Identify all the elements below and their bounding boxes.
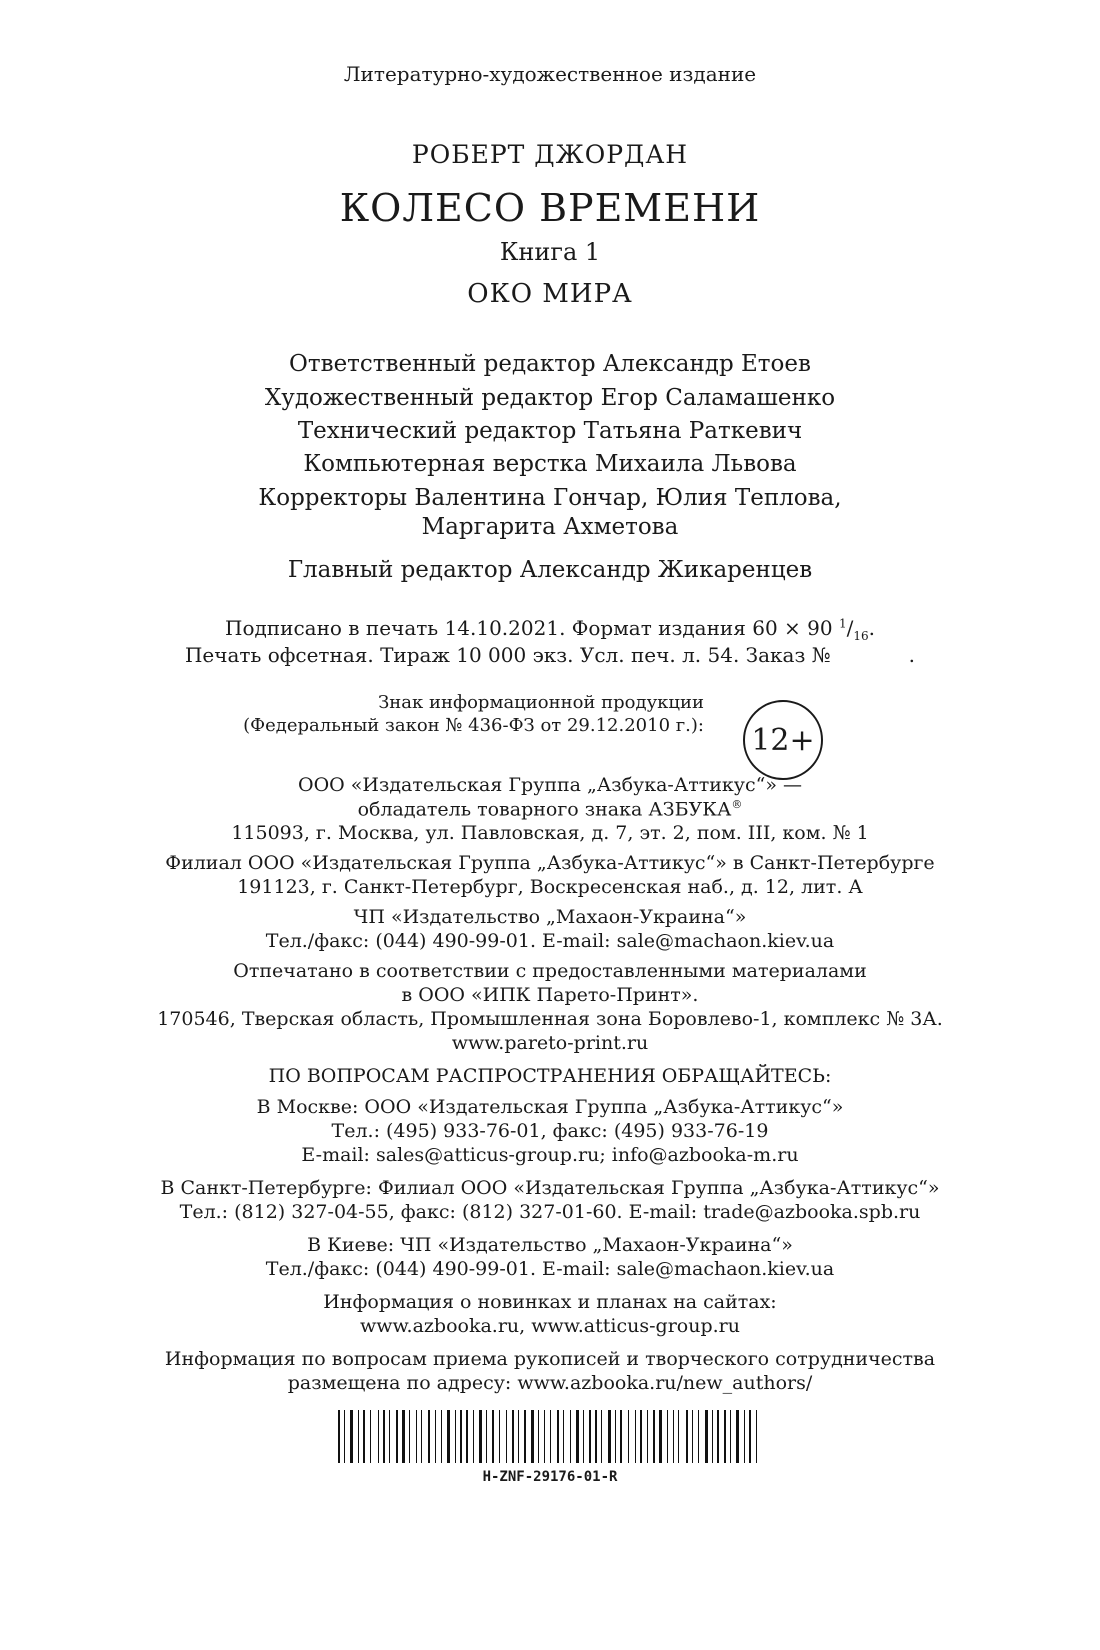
barcode-bar — [538, 1410, 539, 1463]
barcode-bar — [678, 1410, 679, 1463]
barcode-bar — [506, 1410, 507, 1463]
barcode-bar — [673, 1410, 674, 1463]
barcode-bar — [492, 1410, 494, 1463]
spb-contact: Тел.: (812) 327-04-55, факс: (812) 327-01-60. E-mail: trade@azbooka.spb.ru — [179, 1201, 921, 1223]
barcode-bar — [647, 1410, 648, 1463]
barcode-bar — [635, 1410, 636, 1463]
websites-list: www.azbooka.ru, www.atticus-group.ru — [360, 1315, 740, 1337]
publisher-address: 115093, г. Москва, ул. Павловская, д. 7, эт. 2, пом. III, ком. № 1 — [231, 822, 869, 844]
barcode-bar — [724, 1410, 726, 1463]
moscow-email: E-mail: sales@atticus-group.ru; info@azbooka-m.ru — [301, 1144, 799, 1166]
barcode-bar — [698, 1410, 699, 1463]
barcode-bar — [473, 1410, 474, 1463]
credit-line: Компьютерная верстка Михаила Львова — [303, 451, 797, 477]
barcode-bar — [563, 1410, 564, 1463]
kiev-contact: Тел./факс: (044) 490-99-01. E-mail: sale@machaon.kiev.ua — [265, 1258, 835, 1280]
barcode-bar — [350, 1410, 353, 1463]
printer-address: 170546, Тверская область, Промышленная зона Боровлево-1, комплекс № 3А. — [157, 1008, 943, 1030]
barcode-bar — [583, 1410, 584, 1463]
barcode-code: H-ZNF-29176-01-R — [482, 1469, 618, 1485]
moscow-phone: Тел.: (495) 933-76-01, факс: (495) 933-76-19 — [331, 1120, 769, 1142]
barcode-bar — [557, 1410, 559, 1463]
age-rating-law: (Федеральный закон № 436-ФЗ от 29.12.2010 г.): — [243, 715, 704, 736]
barcode-bar — [486, 1410, 487, 1463]
barcode-bar — [344, 1410, 345, 1463]
barcode-bar — [435, 1410, 436, 1463]
barcode-bar — [421, 1410, 422, 1463]
barcode-bar — [659, 1410, 662, 1463]
age-rating-label: Знак информационной продукции — [378, 692, 704, 713]
barcode-bar — [428, 1410, 430, 1463]
ukraine-line: ЧП «Издательство „Махаон-Украина“» — [353, 906, 747, 928]
manuscripts-address: размещена по адресу: www.azbooka.ru/new_authors/ — [287, 1372, 813, 1394]
barcode-bar — [705, 1410, 708, 1463]
barcode-bar — [601, 1410, 602, 1463]
age-rating-badge: 12+ — [743, 700, 823, 780]
publisher-line: ООО «Издательская Группа „Азбука-Аттикус“» — — [298, 774, 802, 796]
barcode-bar — [460, 1410, 462, 1463]
barcode-bar — [576, 1410, 579, 1463]
barcode-bar — [402, 1410, 405, 1463]
barcode-bar — [518, 1410, 519, 1463]
barcode-bar — [396, 1410, 398, 1463]
barcode-bar — [383, 1410, 385, 1463]
barcode-bar — [531, 1410, 534, 1463]
barcode-bar — [363, 1410, 365, 1463]
barcode-bar — [447, 1410, 450, 1463]
branch-line: Филиал ООО «Издательская Группа „Азбука-Аттикус“» в Санкт-Петербурге — [165, 852, 935, 874]
barcode-bar — [370, 1410, 371, 1463]
barcode-bar — [628, 1410, 629, 1463]
printer-line: Отпечатано в соответствии с предоставленными материалами — [233, 960, 867, 982]
barcode-bar — [389, 1410, 390, 1463]
barcode-bar — [653, 1410, 655, 1463]
barcode-bar — [749, 1410, 751, 1463]
barcode-bar — [455, 1410, 456, 1463]
edition-type: Литературно-художественное издание — [343, 62, 757, 86]
barcode-bar — [358, 1410, 359, 1463]
barcode-bar — [544, 1410, 545, 1463]
credit-line: Маргарита Ахметова — [421, 514, 679, 540]
printer-line: в ООО «ИПК Парето-Принт». — [401, 984, 699, 1006]
publisher-line: обладатель товарного знака АЗБУКА® — [357, 798, 743, 821]
barcode-bar — [550, 1410, 551, 1463]
spb-line: В Санкт-Петербурге: Филиал ООО «Издательская Группа „Азбука-Аттикус“» — [160, 1177, 940, 1199]
barcode-bar — [524, 1410, 526, 1463]
barcode-bar — [730, 1410, 731, 1463]
series-title: КОЛЕСО ВРЕМЕНИ — [339, 186, 761, 230]
barcode-bar — [416, 1410, 417, 1463]
chief-editor: Главный редактор Александр Жикаренцев — [287, 557, 813, 583]
barcode-bar — [378, 1410, 379, 1463]
barcode-bar — [595, 1410, 597, 1463]
barcode-bar — [686, 1410, 688, 1463]
barcode-bar — [479, 1410, 482, 1463]
barcode-bar — [589, 1410, 591, 1463]
barcode-bar — [338, 1410, 340, 1463]
barcode-bar — [717, 1410, 719, 1463]
kiev-line: В Киеве: ЧП «Издательство „Махаон-Украина“» — [307, 1234, 793, 1256]
barcode-bar — [640, 1410, 642, 1463]
barcode-bar — [466, 1410, 468, 1463]
barcode-bar — [409, 1410, 410, 1463]
author-name: РОБЕРТ ДЖОРДАН — [411, 140, 689, 169]
branch-address: 191123, г. Санкт-Петербург, Воскресенская наб., д. 12, лит. А — [237, 876, 863, 898]
barcode — [338, 1410, 762, 1463]
barcode-bar — [570, 1410, 571, 1463]
barcode-bar — [712, 1410, 713, 1463]
distribution-heading: ПО ВОПРОСАМ РАСПРОСТРАНЕНИЯ ОБРАЩАЙТЕСЬ: — [268, 1065, 832, 1087]
credit-line: Корректоры Валентина Гончар, Юлия Теплова, — [258, 485, 842, 511]
book-number: Книга 1 — [499, 238, 601, 266]
barcode-bar — [499, 1410, 500, 1463]
manuscripts-line: Информация по вопросам приема рукописей и творческого сотрудничества — [164, 1348, 936, 1370]
moscow-line: В Москве: ООО «Издательская Группа „Азбука-Аттикус“» — [256, 1096, 844, 1118]
barcode-bar — [736, 1410, 739, 1463]
barcode-bar — [756, 1410, 757, 1463]
barcode-bar — [667, 1410, 668, 1463]
barcode-bar — [608, 1410, 611, 1463]
credit-line: Ответственный редактор Александр Етоев — [289, 351, 811, 377]
print-signed-line: Подписано в печать 14.10.2021. Формат издания 60 × 90 $^1/_{16}$. — [225, 616, 875, 643]
websites-label: Информация о новинках и планах на сайтах: — [323, 1291, 777, 1313]
barcode-bar — [512, 1410, 514, 1463]
credit-line: Технический редактор Татьяна Раткевич — [297, 418, 803, 444]
barcode-bar — [744, 1410, 745, 1463]
barcode-bar — [620, 1410, 622, 1463]
barcode-bar — [615, 1410, 616, 1463]
print-run-line: Печать офсетная. Тираж 10 000 экз. Усл. печ. л. 54. Заказ № . — [184, 643, 916, 667]
ukraine-contact: Тел./факс: (044) 490-99-01. E-mail: sale@machaon.kiev.ua — [265, 930, 835, 952]
credit-line: Художественный редактор Егор Саламашенко — [264, 385, 836, 411]
printer-website: www.pareto-print.ru — [451, 1032, 649, 1054]
barcode-bar — [692, 1410, 693, 1463]
book-title: ОКО МИРА — [467, 279, 633, 309]
barcode-bar — [441, 1410, 442, 1463]
